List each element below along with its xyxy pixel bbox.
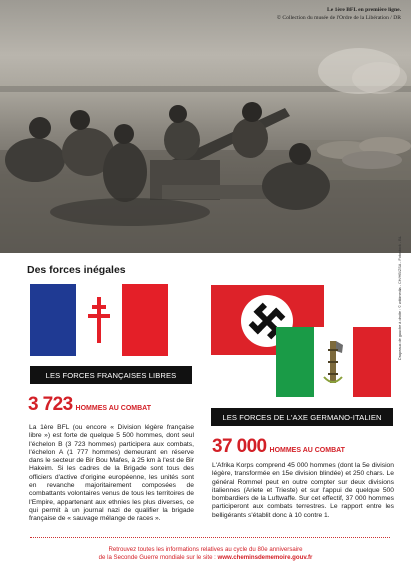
photo-caption	[277, 6, 401, 22]
flag-red-band	[353, 327, 391, 397]
free-french-flag	[30, 284, 168, 356]
allies-label-bar: LES FORCES FRANÇAISES LIBRES	[30, 366, 192, 384]
axis-description: L'Afrika Korps comprend 45 000 hommes (dont la 5e division légère, transformée en 15e division blindée) et 250 chars. Le général Rommel peut en outre compter sur deux divisions italiennes (Ariete et Trieste) et sur l'appui de quelque 500 bombardiers de la Luftwaffe. Sur cet effectif, 37 000 hommes participeront aux combats terrestres. Le rapport entre les belligérants s'établit donc à 10 contre 1.	[212, 462, 394, 519]
flag-white-band	[76, 284, 122, 356]
footer	[0, 546, 411, 562]
footer-divider	[30, 537, 390, 538]
axis-label-bar: LES FORCES DE L'AXE GERMANO-ITALIEN	[211, 408, 393, 426]
footer-line-2	[0, 554, 411, 562]
footer-url-link[interactable]: www.cheminsdememoire.gouv.fr	[217, 554, 313, 561]
flags-credit: Drapeaux de gauche à droite : © wikimedia - CH/HB/ZSA - Fotostock - BL	[398, 236, 402, 360]
photo-caption-credit: © Collection du musée de l'Ordre de la Libération / DR	[276, 15, 401, 21]
footer-line-2-text: de la Seconde Guerre mondiale sur le site :	[98, 554, 218, 561]
fasces-icon	[322, 337, 344, 387]
section-title: Des forces inégales	[27, 264, 126, 276]
axis-count	[212, 436, 345, 458]
flag-blue-band	[30, 284, 76, 356]
italian-flag	[276, 327, 391, 397]
hero-photo	[0, 0, 411, 253]
photo-soldiers-illustration	[0, 0, 411, 253]
flag-white-band	[314, 327, 352, 397]
cross-of-lorraine-icon	[88, 297, 110, 343]
allies-count	[28, 394, 151, 416]
flag-red-band	[122, 284, 168, 356]
flag-green-band	[276, 327, 314, 397]
footer-line-1: Retrouvez toutes les informations relatives au cycle du 80e anniversaire	[108, 546, 303, 553]
axis-count-unit: HOMMES AU COMBAT	[269, 447, 345, 454]
allies-count-number: 3 723	[28, 394, 73, 415]
photo-caption-title: Le 1ère BFL en première ligne.	[327, 7, 401, 13]
allies-count-unit: HOMMES AU COMBAT	[75, 405, 151, 412]
allies-description: La 1ère BFL (ou encore « Division légère française libre ») est forte de quelque 5 500 hommes, dont seul l'échelon B (3 723 hommes) participera aux combats, l'échelon A (1 777 hommes) demeurant en réserve dans le secteur de Bir Bou Mafes, à 25 km à l'est de Bir Hakeim. Si les cadres de la Brigade sont tous des officiers d'active d'origine européenne, les unités sont en revanche majoritairement composées de combattants volontaires venus de tous les territoires de l'Empire, appartenant aux ethnies les plus diverses, ce qui permit à un journal nazi de qualifier la brigade française de « sauvage mélange de races ».	[29, 424, 194, 523]
axis-count-number: 37 000	[212, 436, 267, 457]
